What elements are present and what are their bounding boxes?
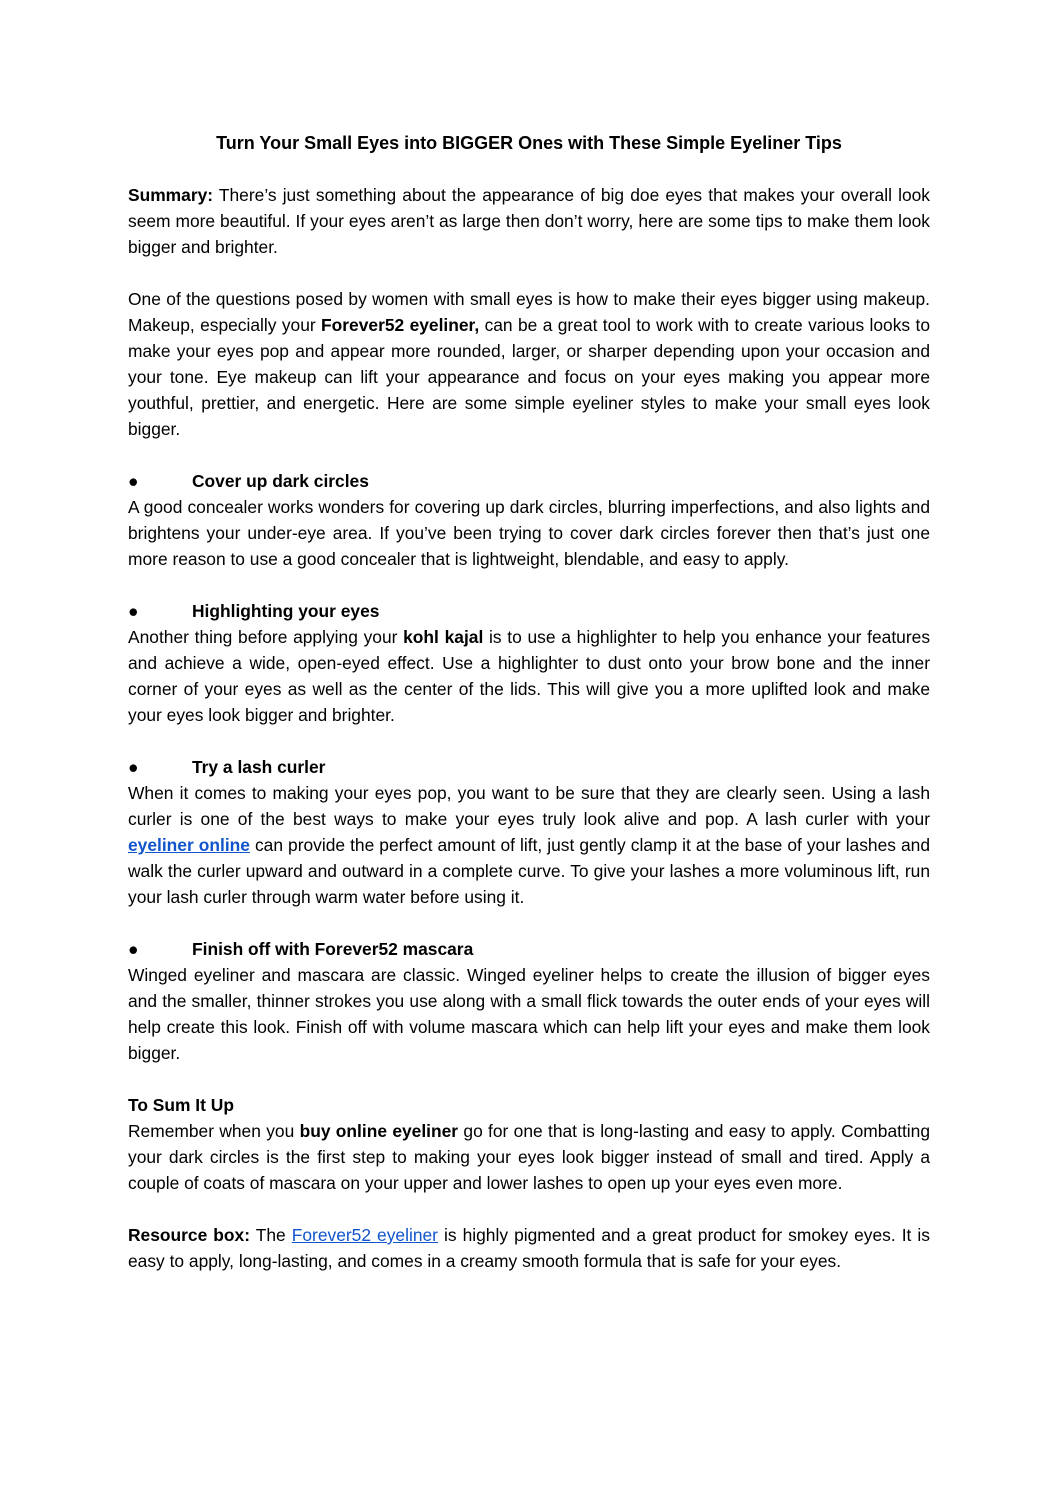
section-text: When it comes to making your eyes pop, you want to be sure that they are clearly seen. Using a lash curler is one of the best ways to make your eyes truly look alive and pop. A lash curler with your [128, 783, 930, 829]
eyeliner-online-link[interactable]: eyeliner online [128, 835, 250, 855]
section-paragraph [128, 780, 930, 910]
intro-text: One of the questions posed by women with small eyes is how to make their eyes bigger using makeup. Makeup, especially your [128, 289, 930, 335]
resource-label: Resource box: [128, 1225, 251, 1245]
section-heading [128, 936, 930, 962]
heading-text: Cover up dark circles [192, 471, 369, 491]
resource-text: The [250, 1225, 292, 1245]
summary-text: There’s just something about the appearance of big doe eyes that makes your overall look seem more beautiful. If your eyes aren’t as large then don’t worry, here are some tips to make them look bigger and brighter. [128, 185, 930, 257]
summary-paragraph [128, 182, 930, 260]
intro-paragraph [128, 286, 930, 442]
section-paragraph [128, 624, 930, 728]
section-heading [128, 598, 930, 624]
sum-up-bold: buy online eyeliner [299, 1121, 459, 1141]
sum-up-paragraph [128, 1118, 930, 1196]
heading-text: Try a lash curler [192, 757, 326, 777]
bullet-icon: ● [128, 601, 139, 621]
intro-text: can be a great tool to work with to create various looks to make your eyes pop and appear more rounded, larger, or sharper depending upon your occasion and your tone. Eye makeup can lift your appearance and focus on your eyes making you appear more youthful, prettier, and energetic. Here are some simple eyeliner styles to make your small eyes look bigger. [128, 315, 930, 439]
sum-up-text: Remember when you [128, 1121, 300, 1141]
heading-text: Finish off with Forever52 mascara [192, 939, 474, 959]
bullet-icon: ● [128, 471, 139, 491]
section-bold: kohl kajal [403, 627, 484, 647]
sum-up-text: go for one that is long-lasting and easy to apply. Combatting your dark circles is the first step to making your eyes look bigger instead of small and tired. Apply a couple of coats of mascara on your upper and lower lashes to open up your eyes even more. [128, 1121, 931, 1193]
heading-text: Highlighting your eyes [192, 601, 380, 621]
document-page [128, 130, 930, 1300]
section-text: Another thing before applying your [128, 627, 404, 647]
document-title: Turn Your Small Eyes into BIGGER Ones with These Simple Eyeliner Tips [216, 133, 842, 153]
bullet-icon: ● [128, 939, 139, 959]
summary-label: Summary: [128, 185, 214, 205]
intro-bold: Forever52 eyeliner, [321, 315, 480, 335]
section-text: can provide the perfect amount of lift, just gently clamp it at the base of your lashes and walk the curler upward and outward in a complete curve. To give your lashes a more voluminous lift, run your lash curler through warm water before using it. [128, 835, 930, 907]
resource-paragraph [128, 1222, 930, 1274]
forever52-eyeliner-link[interactable]: Forever52 eyeliner [291, 1225, 438, 1245]
bullet-icon: ● [128, 757, 139, 777]
resource-text: is highly pigmented and a great product for smokey eyes. It is easy to apply, long-lasting, and comes in a creamy smooth formula that is safe for your eyes. [128, 1225, 930, 1271]
section-paragraph: Winged eyeliner and mascara are classic. Winged eyeliner helps to create the illusion of bigger eyes and the smaller, thinner strokes you use along with a small flick towards the outer ends of your eyes will help create this look. Finish off with volume mascara which can help lift your eyes and make them look bigger. [128, 965, 930, 1063]
section-text: is to use a highlighter to help you enhance your features and achieve a wide, open-eyed effect. Use a highlighter to dust onto your brow bone and the inner corner of your eyes as well as the center of the lids. This will give you a more uplifted look and make your eyes look bigger and brighter. [128, 627, 931, 725]
section-heading [128, 754, 930, 780]
section-paragraph: A good concealer works wonders for covering up dark circles, blurring imperfections, and also lights and brightens your under-eye area. If you’ve been trying to cover dark circles forever then that’s just one more reason to use a good concealer that is lightweight, blendable, and easy to apply. [128, 497, 930, 569]
section-heading [128, 468, 930, 494]
sum-up-heading: To Sum It Up [128, 1095, 234, 1115]
